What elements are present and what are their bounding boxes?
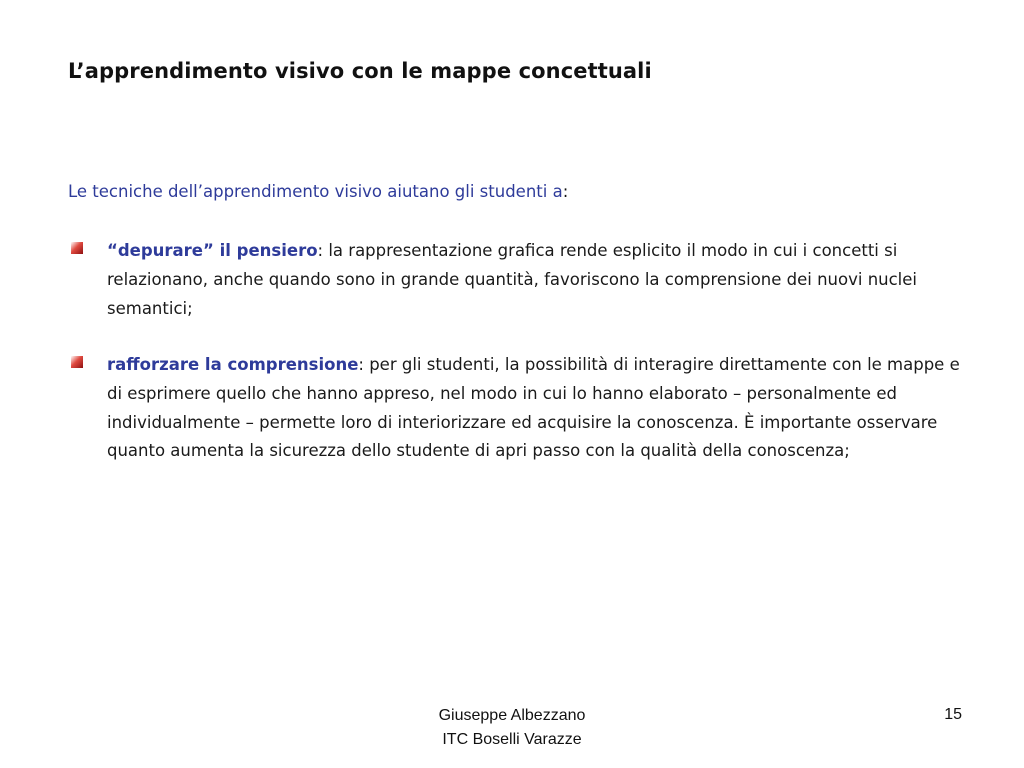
intro-sentence xyxy=(68,182,568,201)
footer-school: ITC Boselli Varazze xyxy=(442,731,582,748)
red-square-bullet-icon xyxy=(70,354,84,368)
bullet-item-2 xyxy=(107,351,977,466)
red-square-bullet-icon xyxy=(70,240,84,254)
intro-text: Le tecniche dell’apprendimento visivo aiutano gli studenti a xyxy=(68,182,563,201)
bullet-2-text: : per gli studenti, la possibilità di interagire direttamente con le mappe e di esprimere quello che hanno appreso, nel modo in cui lo hanno elaborato – personalmente ed individualmente – permette loro di interiorizzare ed acquisire la conoscenza. È importante osservare quanto aumenta la sicurezza dello studente di apri passo con la qualità della conoscenza; xyxy=(107,355,960,461)
bullet-1-keyword: “depurare” il pensiero xyxy=(107,241,318,260)
bullet-item-1 xyxy=(107,237,977,323)
intro-colon: : xyxy=(562,182,569,201)
bullet-1-text: : la rappresentazione grafica rende esplicito il modo in cui i concetti si relazionano, anche quando sono in grande quantità, favoriscono la comprensione dei nuovi nuclei semantici; xyxy=(107,241,918,318)
page-number: 15 xyxy=(944,706,962,723)
bullet-2-keyword: rafforzare la comprensione xyxy=(107,355,359,374)
footer-author xyxy=(362,704,662,752)
slide-title: L’apprendimento visivo con le mappe concettuali xyxy=(68,59,652,83)
footer-author-name: Giuseppe Albezzano xyxy=(438,707,586,724)
